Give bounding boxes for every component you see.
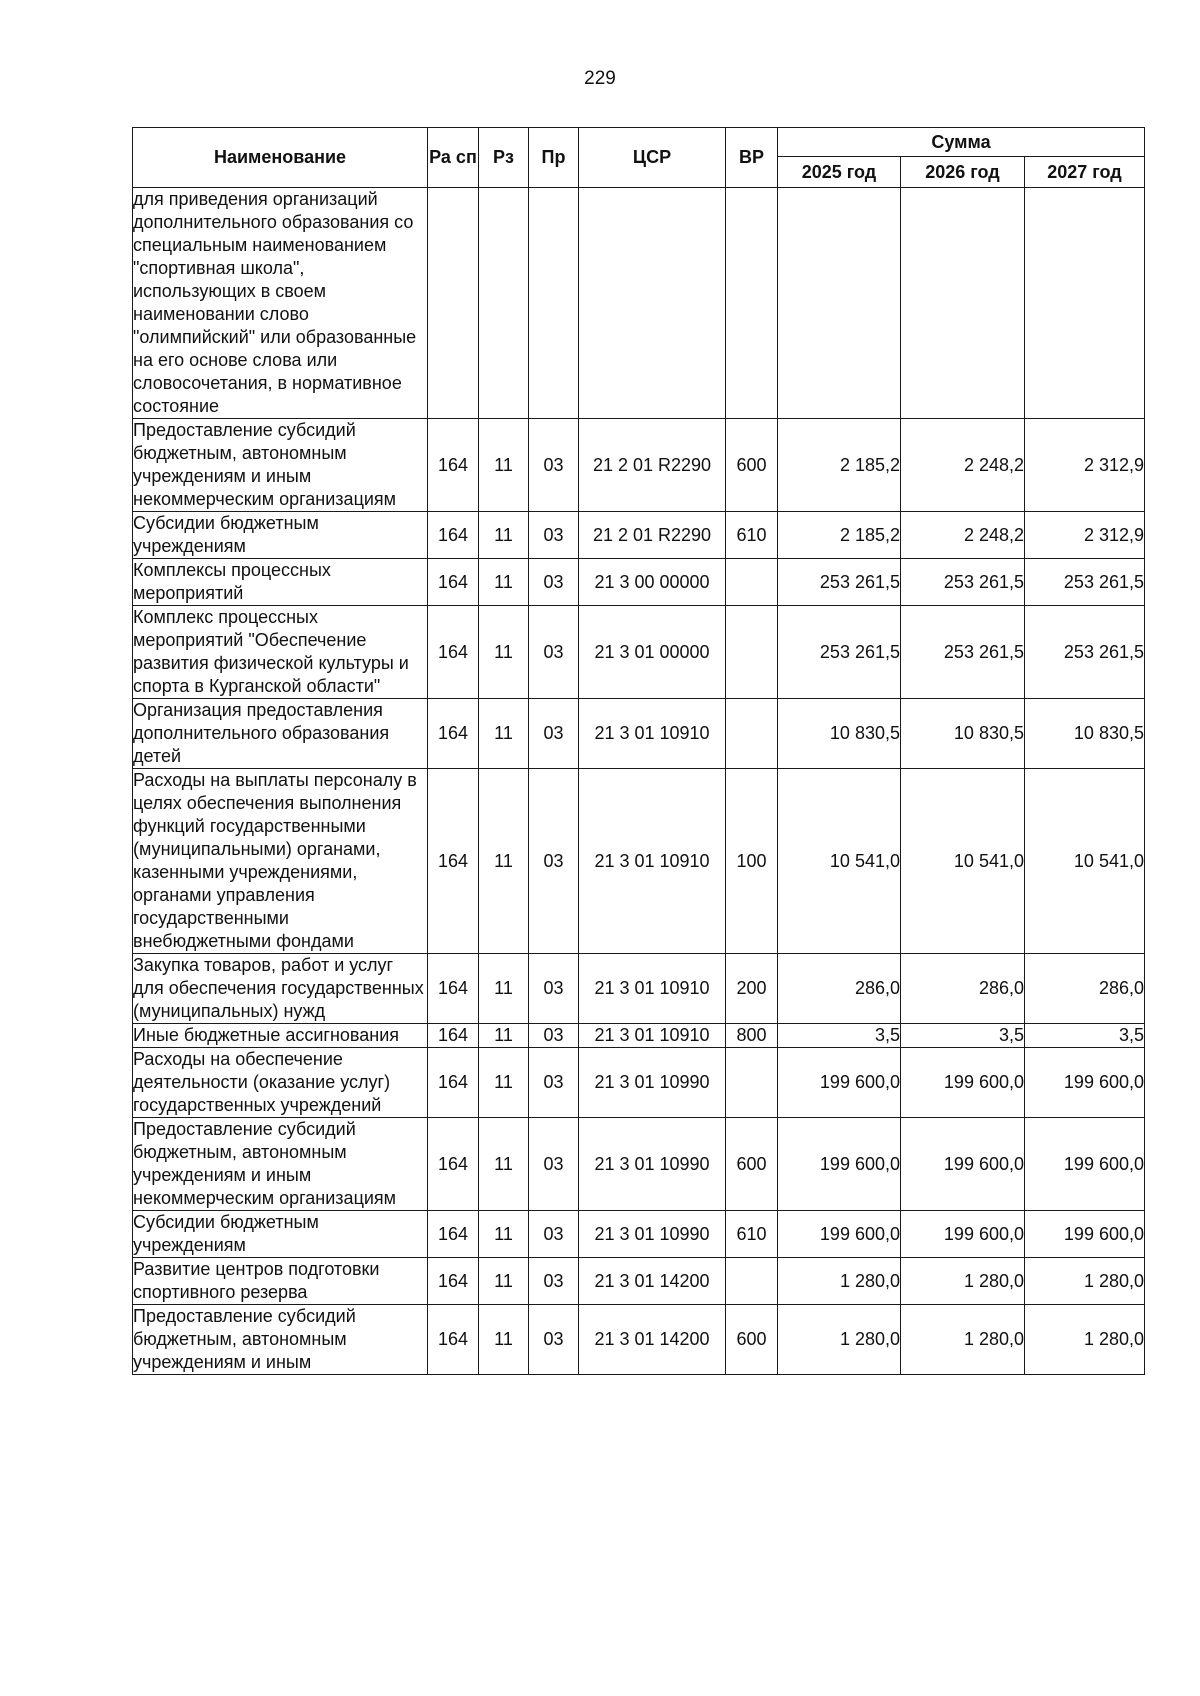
row-rasp: 164 bbox=[428, 699, 479, 769]
row-csr: 21 3 01 14200 bbox=[579, 1305, 726, 1375]
table-header bbox=[133, 128, 1145, 188]
row-rasp: 164 bbox=[428, 1024, 479, 1048]
row-rasp: 164 bbox=[428, 1118, 479, 1211]
row-name: Субсидии бюджетным учреждениям bbox=[133, 512, 428, 559]
row-amount-2027: 199 600,0 bbox=[1025, 1118, 1145, 1211]
row-pr: 03 bbox=[529, 559, 579, 606]
row-amount-2026: 1 280,0 bbox=[901, 1305, 1025, 1375]
row-amount-2025: 253 261,5 bbox=[778, 606, 901, 699]
row-amount-2026: 2 248,2 bbox=[901, 512, 1025, 559]
row-vr: 800 bbox=[726, 1024, 778, 1048]
row-vr bbox=[726, 559, 778, 606]
row-rz: 11 bbox=[479, 699, 529, 769]
row-vr: 610 bbox=[726, 512, 778, 559]
row-pr: 03 bbox=[529, 1024, 579, 1048]
row-rz bbox=[479, 188, 529, 419]
row-amount-2027: 199 600,0 bbox=[1025, 1211, 1145, 1258]
row-rasp: 164 bbox=[428, 1305, 479, 1375]
row-rz: 11 bbox=[479, 1048, 529, 1118]
row-amount-2026: 199 600,0 bbox=[901, 1118, 1025, 1211]
table-row bbox=[133, 1048, 1145, 1118]
row-amount-2025: 199 600,0 bbox=[778, 1118, 901, 1211]
row-pr: 03 bbox=[529, 606, 579, 699]
row-amount-2026: 10 830,5 bbox=[901, 699, 1025, 769]
row-amount-2026: 253 261,5 bbox=[901, 559, 1025, 606]
row-name: Комплексы процессных мероприятий bbox=[133, 559, 428, 606]
row-amount-2027: 253 261,5 bbox=[1025, 606, 1145, 699]
row-rasp bbox=[428, 188, 479, 419]
row-pr: 03 bbox=[529, 1118, 579, 1211]
row-vr bbox=[726, 1258, 778, 1305]
row-amount-2025: 10 541,0 bbox=[778, 769, 901, 954]
table-row bbox=[133, 1211, 1145, 1258]
row-name: Расходы на обеспечение деятельности (оказание услуг) государственных учреждений bbox=[133, 1048, 428, 1118]
row-amount-2025 bbox=[778, 188, 901, 419]
row-rasp: 164 bbox=[428, 559, 479, 606]
table-row bbox=[133, 1258, 1145, 1305]
row-vr: 600 bbox=[726, 1305, 778, 1375]
header-year-2027: 2027 год bbox=[1025, 157, 1145, 188]
row-amount-2027: 2 312,9 bbox=[1025, 419, 1145, 512]
row-amount-2027: 1 280,0 bbox=[1025, 1305, 1145, 1375]
row-vr: 610 bbox=[726, 1211, 778, 1258]
row-csr: 21 3 01 10990 bbox=[579, 1048, 726, 1118]
header-name: Наименование bbox=[133, 128, 428, 188]
row-vr bbox=[726, 188, 778, 419]
row-csr: 21 3 01 10910 bbox=[579, 954, 726, 1024]
row-vr: 600 bbox=[726, 1118, 778, 1211]
row-name: Комплекс процессных мероприятий "Обеспечение развития физической культуры и спорта в Курганской области" bbox=[133, 606, 428, 699]
row-rz: 11 bbox=[479, 1118, 529, 1211]
row-amount-2027: 253 261,5 bbox=[1025, 559, 1145, 606]
header-rz: Рз bbox=[479, 128, 529, 188]
row-amount-2026: 253 261,5 bbox=[901, 606, 1025, 699]
row-amount-2026: 3,5 bbox=[901, 1024, 1025, 1048]
row-amount-2026: 199 600,0 bbox=[901, 1211, 1025, 1258]
row-pr: 03 bbox=[529, 419, 579, 512]
row-pr: 03 bbox=[529, 1048, 579, 1118]
row-name: Закупка товаров, работ и услуг для обеспечения государственных (муниципальных) нужд bbox=[133, 954, 428, 1024]
row-pr: 03 bbox=[529, 1211, 579, 1258]
row-amount-2025: 2 185,2 bbox=[778, 512, 901, 559]
row-name: Развитие центров подготовки спортивного резерва bbox=[133, 1258, 428, 1305]
header-year-2026: 2026 год bbox=[901, 157, 1025, 188]
row-amount-2026 bbox=[901, 188, 1025, 419]
row-vr: 600 bbox=[726, 419, 778, 512]
row-vr: 100 bbox=[726, 769, 778, 954]
table-row bbox=[133, 954, 1145, 1024]
row-rasp: 164 bbox=[428, 419, 479, 512]
row-amount-2025: 1 280,0 bbox=[778, 1305, 901, 1375]
row-rasp: 164 bbox=[428, 1048, 479, 1118]
row-name: Предоставление субсидий бюджетным, автономным учреждениям и иным некоммерческим организациям bbox=[133, 419, 428, 512]
row-csr: 21 3 01 10990 bbox=[579, 1211, 726, 1258]
row-rasp: 164 bbox=[428, 1258, 479, 1305]
row-amount-2025: 199 600,0 bbox=[778, 1048, 901, 1118]
row-csr bbox=[579, 188, 726, 419]
row-amount-2025: 2 185,2 bbox=[778, 419, 901, 512]
row-csr: 21 3 00 00000 bbox=[579, 559, 726, 606]
row-pr bbox=[529, 188, 579, 419]
row-amount-2027: 10 541,0 bbox=[1025, 769, 1145, 954]
row-amount-2025: 286,0 bbox=[778, 954, 901, 1024]
header-pr: Пр bbox=[529, 128, 579, 188]
table-body bbox=[133, 188, 1145, 1375]
page-number: 229 bbox=[584, 68, 616, 89]
row-csr: 21 3 01 10990 bbox=[579, 1118, 726, 1211]
row-rasp: 164 bbox=[428, 954, 479, 1024]
row-rz: 11 bbox=[479, 1024, 529, 1048]
row-name: для приведения организаций дополнительного образования со специальным наименованием "спортивная школа", использующих в своем наименовании слово "олимпийский" или образованные на его основе слова или словосочетания, в нормативное состояние bbox=[133, 188, 428, 419]
row-pr: 03 bbox=[529, 1258, 579, 1305]
row-csr: 21 3 01 14200 bbox=[579, 1258, 726, 1305]
row-pr: 03 bbox=[529, 954, 579, 1024]
row-amount-2026: 2 248,2 bbox=[901, 419, 1025, 512]
row-csr: 21 3 01 00000 bbox=[579, 606, 726, 699]
row-pr: 03 bbox=[529, 699, 579, 769]
row-rz: 11 bbox=[479, 1258, 529, 1305]
row-rz: 11 bbox=[479, 512, 529, 559]
table-row bbox=[133, 1118, 1145, 1211]
header-csr: ЦСР bbox=[579, 128, 726, 188]
row-amount-2026: 199 600,0 bbox=[901, 1048, 1025, 1118]
row-name: Иные бюджетные ассигнования bbox=[133, 1024, 428, 1048]
table-row bbox=[133, 1305, 1145, 1375]
header-vr: ВР bbox=[726, 128, 778, 188]
row-csr: 21 3 01 10910 bbox=[579, 769, 726, 954]
header-rasp: Ра сп bbox=[428, 128, 479, 188]
row-rz: 11 bbox=[479, 769, 529, 954]
row-name: Организация предоставления дополнительного образования детей bbox=[133, 699, 428, 769]
table-row bbox=[133, 1024, 1145, 1048]
row-rz: 11 bbox=[479, 559, 529, 606]
row-amount-2027: 2 312,9 bbox=[1025, 512, 1145, 559]
row-amount-2025: 10 830,5 bbox=[778, 699, 901, 769]
row-rasp: 164 bbox=[428, 606, 479, 699]
row-amount-2025: 199 600,0 bbox=[778, 1211, 901, 1258]
budget-table bbox=[132, 127, 1145, 1375]
table-row bbox=[133, 699, 1145, 769]
row-amount-2027: 10 830,5 bbox=[1025, 699, 1145, 769]
row-rz: 11 bbox=[479, 1305, 529, 1375]
table-row bbox=[133, 606, 1145, 699]
row-rz: 11 bbox=[479, 954, 529, 1024]
row-csr: 21 2 01 R2290 bbox=[579, 419, 726, 512]
row-amount-2026: 10 541,0 bbox=[901, 769, 1025, 954]
row-rz: 11 bbox=[479, 419, 529, 512]
row-amount-2027: 199 600,0 bbox=[1025, 1048, 1145, 1118]
row-amount-2027: 286,0 bbox=[1025, 954, 1145, 1024]
row-name: Расходы на выплаты персоналу в целях обеспечения выполнения функций государственными (муниципальными) органами, казенными учреждениями, органами управления государственными внебюджетными фондами bbox=[133, 769, 428, 954]
row-name: Субсидии бюджетным учреждениям bbox=[133, 1211, 428, 1258]
row-csr: 21 2 01 R2290 bbox=[579, 512, 726, 559]
row-rasp: 164 bbox=[428, 769, 479, 954]
row-rasp: 164 bbox=[428, 512, 479, 559]
row-amount-2027: 1 280,0 bbox=[1025, 1258, 1145, 1305]
row-csr: 21 3 01 10910 bbox=[579, 699, 726, 769]
row-pr: 03 bbox=[529, 512, 579, 559]
row-vr bbox=[726, 1048, 778, 1118]
row-amount-2025: 1 280,0 bbox=[778, 1258, 901, 1305]
row-vr bbox=[726, 699, 778, 769]
row-csr: 21 3 01 10910 bbox=[579, 1024, 726, 1048]
row-amount-2026: 1 280,0 bbox=[901, 1258, 1025, 1305]
row-vr: 200 bbox=[726, 954, 778, 1024]
row-vr bbox=[726, 606, 778, 699]
table-row bbox=[133, 559, 1145, 606]
row-pr: 03 bbox=[529, 769, 579, 954]
row-rz: 11 bbox=[479, 606, 529, 699]
table-row bbox=[133, 419, 1145, 512]
row-amount-2025: 253 261,5 bbox=[778, 559, 901, 606]
row-pr: 03 bbox=[529, 1305, 579, 1375]
row-amount-2025: 3,5 bbox=[778, 1024, 901, 1048]
table-row bbox=[133, 769, 1145, 954]
row-rz: 11 bbox=[479, 1211, 529, 1258]
row-amount-2026: 286,0 bbox=[901, 954, 1025, 1024]
row-name: Предоставление субсидий бюджетным, автономным учреждениям и иным bbox=[133, 1305, 428, 1375]
header-sum: Сумма bbox=[778, 128, 1145, 157]
table-row bbox=[133, 512, 1145, 559]
row-rasp: 164 bbox=[428, 1211, 479, 1258]
header-year-2025: 2025 год bbox=[778, 157, 901, 188]
row-name: Предоставление субсидий бюджетным, автономным учреждениям и иным некоммерческим организациям bbox=[133, 1118, 428, 1211]
row-amount-2027: 3,5 bbox=[1025, 1024, 1145, 1048]
row-amount-2027 bbox=[1025, 188, 1145, 419]
table-row bbox=[133, 188, 1145, 419]
